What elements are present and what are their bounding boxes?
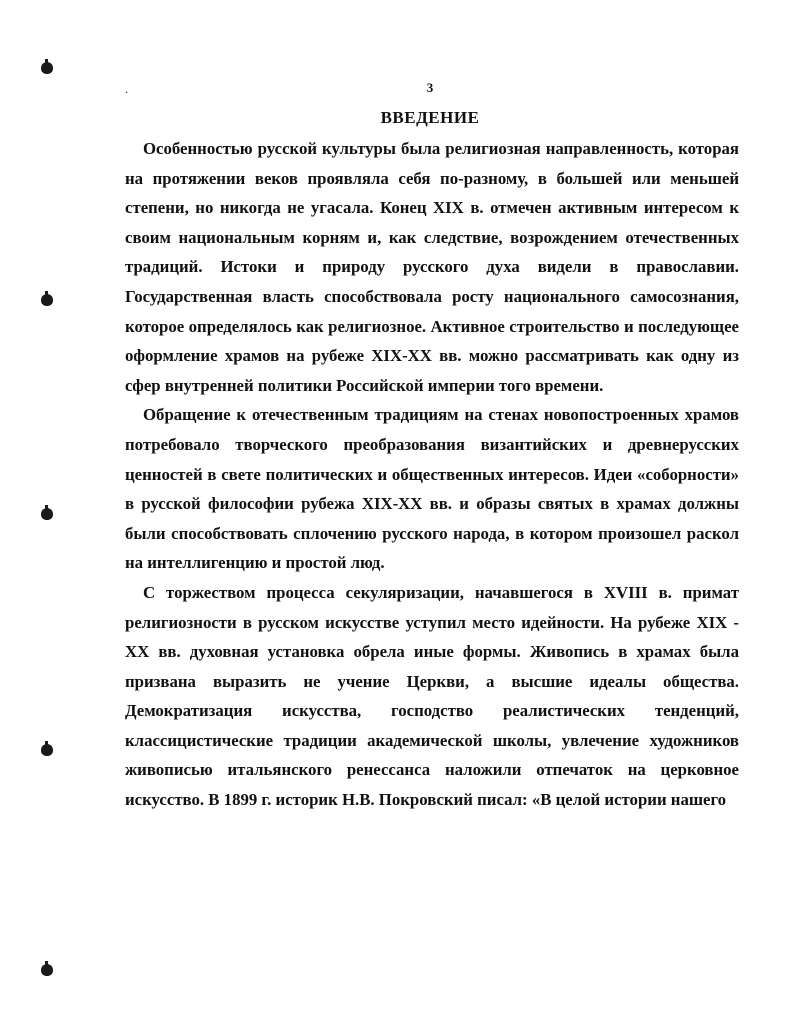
paragraph-1: Особенностью русской культуры была религиозная направленность, которая на протяжении веков проявляла себя по-разному, в большей или меньшей степени, но никогда не угасала. Конец XIX в. отмечен активным интересом к своим национальным корням и, как следствие, возрождением отечественных традиций. Истоки и природу русского духа видели в православии. Государственная власть способствовала росту национального самосознания, которое определялось как религиозное. Активное строительство и последующее оформление храмов на рубеже XIX-XX вв. можно рассматривать как одну из сфер внутренней политики Российской империи того времени. [125, 139, 739, 395]
binding-hole-2 [41, 294, 53, 306]
paragraph-3: С торжеством процесса секуляризации, начавшегося в XVIII в. примат религиозности в русском искусстве уступил место идейности. На рубеже XIX - XX вв. духовная установка обрела иные формы. Живопись в храмах была призвана выразить не учение Церкви, а высшие идеалы общества. Демократизация искусства, господство реалистических тенденций, классицистические традиции академической школы, увлечение художников живописью итальянского ренессанса наложили отпечаток на церковное искусство. В 1899 г. историк Н.В. Покровский писал: «В целой истории нашего [125, 582, 739, 810]
binding-hole-5 [41, 964, 53, 976]
paragraph-2: Обращение к отечественным традициям на стенах новопостроенных храмов потребовало творческого преобразования византийских и древнерусских ценностей в свете политических и общественных интересов. Идеи «соборности» в русской философии рубежа XIX-XX вв. и образы святых в храмах должны были способствовать сплочению русского народа, в котором произошел раскол на интеллигенцию и простой люд. [125, 405, 739, 573]
body-text [125, 134, 739, 815]
page-number: 3 [426, 80, 434, 95]
page-marker: . [125, 82, 128, 96]
binding-hole-4 [41, 744, 53, 756]
binding-hole-3 [41, 508, 53, 520]
binding-hole-1 [41, 62, 53, 74]
section-heading: ВВЕДЕНИЕ [380, 108, 480, 127]
